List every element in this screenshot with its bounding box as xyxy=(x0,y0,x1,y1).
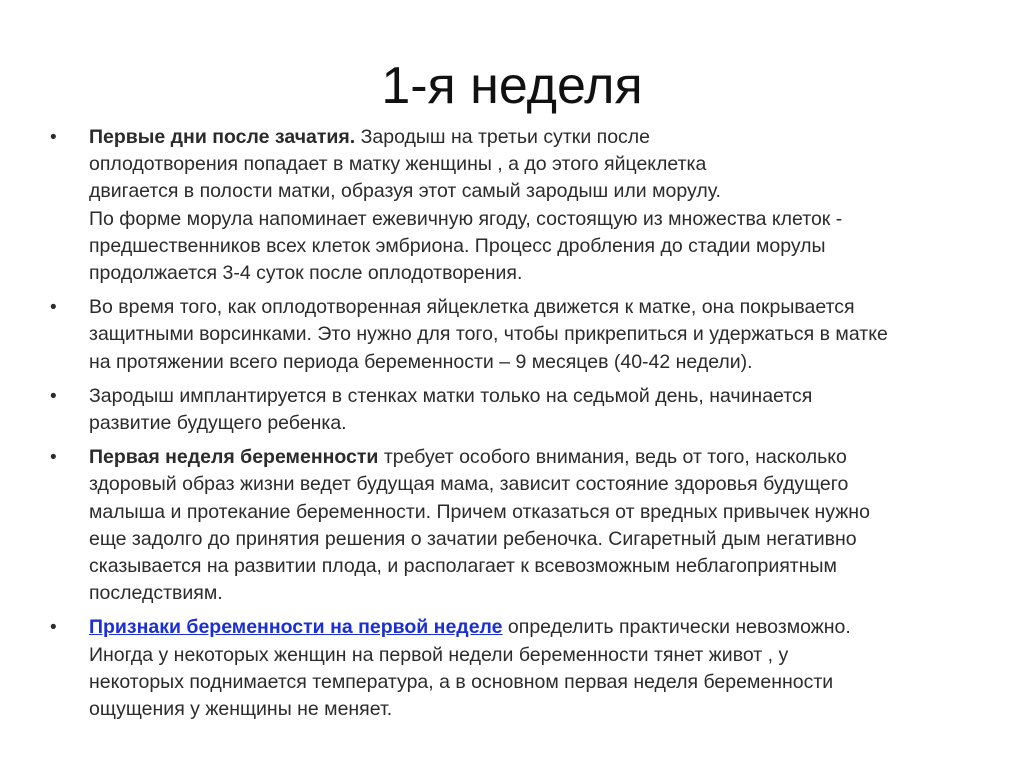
bullet-line: защитными ворсинками. Это нужно для того, чтобы прикрепиться и удержаться в матке xyxy=(89,323,888,346)
bullet-line: на протяжении всего периода беременности – 9 месяцев (40-42 недели). xyxy=(89,350,753,373)
bullet-line xyxy=(89,444,980,471)
bullet-item-4 xyxy=(50,444,980,607)
bullet-line: продолжается 3-4 суток после оплодотворения. xyxy=(89,262,523,285)
bullet-dot-icon: • xyxy=(50,127,57,148)
bullet-line: некоторых поднимается температура, а в основном первая неделя беременности xyxy=(89,670,834,693)
bullet-bold-lead: Первая неделя беременности xyxy=(89,446,379,469)
bullet-line: Зародыш имплантируется в стенках матки только на седьмой день, начинается xyxy=(89,384,813,407)
bullet-text: определить практически невозможно. xyxy=(502,616,851,639)
bullet-line xyxy=(89,124,980,151)
bullet-line: Во время того, как оплодотворенная яйцеклетка движется к матке, она покрывается xyxy=(89,296,855,319)
bullet-text: Зародыш на третьи сутки после xyxy=(355,126,651,148)
bullet-line: предшественников всех клеток эмбриона. Процесс дробления до стадии морулы xyxy=(89,234,826,257)
bullet-line: ощущения у женщины не меняет. xyxy=(89,698,393,721)
bullet-line: еще задолго до принятия решения о зачатии ребеночка. Сигаретный дым негативно xyxy=(89,527,857,550)
bullet-line: малыша и протекание беременности. Причем отказаться от вредных привычек нужно xyxy=(89,500,870,523)
slide-title: 1-я неделя xyxy=(381,57,643,115)
bullet-dot-icon: • xyxy=(50,617,57,639)
bullet-line: оплодотворения попадает в матку женщины , а до этого яйцеклетка xyxy=(89,153,707,176)
bullet-line: здоровый образ жизни ведет будущая мама, зависит состояние здоровья будущего xyxy=(89,473,849,496)
bullet-line: сказывается на развитии плода, и располагает к всевозможным неблагоприятным xyxy=(89,555,837,578)
pregnancy-signs-link[interactable]: Признаки беременности на первой неделе xyxy=(89,616,503,639)
bullet-item-5 xyxy=(50,614,980,723)
bullet-item-1 xyxy=(50,124,980,287)
bullet-dot-icon: • xyxy=(50,297,57,319)
bullet-list xyxy=(50,124,980,730)
bullet-line: Иногда у некоторых женщин на первой недели беременности тянет живот , у xyxy=(89,643,789,666)
bullet-dot-icon: • xyxy=(50,385,57,407)
bullet-bold-lead: Первые дни после зачатия. xyxy=(89,126,356,148)
bullet-item-3 xyxy=(50,383,980,437)
bullet-line: развитие будущего ребенка. xyxy=(89,412,347,435)
bullet-text: требует особого внимания, ведь от того, насколько xyxy=(378,446,847,469)
bullet-item-2 xyxy=(50,294,980,376)
bullet-line: двигается в полости матки, образуя этот самый зародыш или морулу. xyxy=(89,180,721,203)
bullet-line: последствиям. xyxy=(89,582,223,605)
bullet-dot-icon: • xyxy=(50,447,57,469)
bullet-line: По форме морула напоминает ежевичную ягоду, состоящую из множества клеток - xyxy=(89,207,843,230)
bullet-line xyxy=(89,614,980,641)
